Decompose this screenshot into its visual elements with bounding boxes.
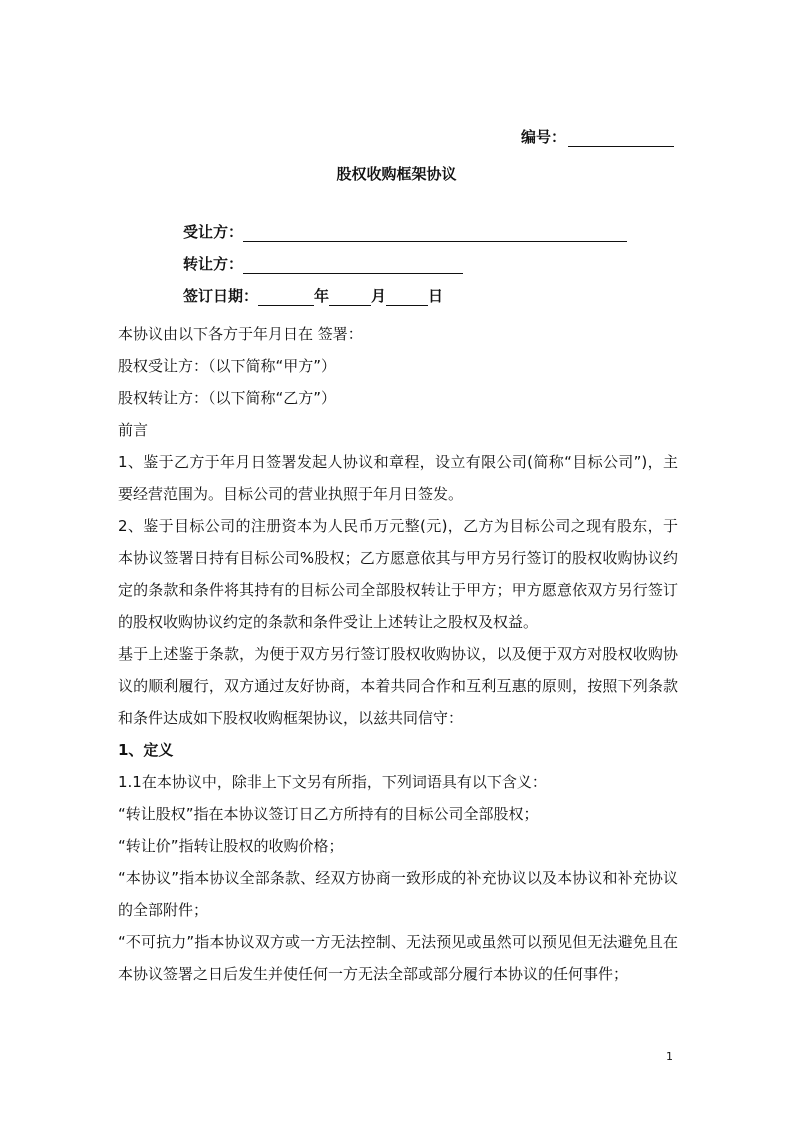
serial-number-field	[521, 126, 674, 147]
page-number: 1	[666, 1050, 673, 1063]
clause-1-1-paragraph: 1.1在本协议中，除非上下文另有所指，下列词语具有以下含义：	[118, 773, 547, 791]
transferee-blank	[243, 227, 627, 242]
month-blank	[329, 291, 371, 306]
transferor-field	[183, 253, 463, 274]
day-label: 日	[428, 287, 444, 305]
recital-1-paragraph: 1、鉴于乙方于年月日签署发起人协议和章程，设立有限公司(简称“目标公司”)，主要经营范围为。目标公司的营业执照于年月日签发。	[118, 453, 678, 503]
intro-paragraph: 本协议由以下各方于年月日在 签署：	[118, 325, 363, 343]
definition-4-paragraph: “不可抗力”指本协议双方或一方无法控制、无法预见或虽然可以预见但无法避免且在本协议签署之日后发生并使任何一方无法全部或部分履行本协议的任何事件；	[118, 933, 678, 983]
day-blank	[386, 291, 428, 306]
transferor-blank	[243, 259, 463, 274]
document-title: 股权收购框架协议	[336, 165, 457, 183]
transferee-field	[183, 221, 627, 242]
definition-2-paragraph: “转让价”指转让股权的收购价格；	[118, 837, 344, 855]
year-label: 年	[314, 287, 330, 305]
definition-3-paragraph: “本协议”指本协议全部条款、经双方协商一致形成的补充协议以及本协议和补充协议的全部附件；	[118, 869, 678, 919]
recital-3-paragraph: 基于上述鉴于条款，为便于双方另行签订股权收购协议，以及便于双方对股权收购协议的顺利履行，双方通过友好协商，本着共同合作和互利互惠的原则，按照下列条款和条件达成如下股权收购框架协议，以兹共同信守：	[118, 645, 678, 727]
signing-date-label: 签订日期：	[183, 287, 259, 305]
definition-1-paragraph: “转让股权”指在本协议签订日乙方所持有的目标公司全部股权；	[118, 805, 539, 823]
transferor-label: 转让方：	[183, 255, 244, 273]
section-1-heading: 1、定义	[118, 741, 174, 759]
serial-number-blank	[568, 132, 674, 147]
preface-heading: 前言	[118, 421, 149, 439]
transferee-label: 受让方：	[183, 223, 244, 241]
party-b-paragraph: 股权转让方：（以下简称“乙方”）	[118, 389, 337, 407]
year-blank	[258, 291, 314, 306]
party-a-paragraph: 股权受让方：（以下简称“甲方”）	[118, 357, 337, 375]
signing-date-field	[183, 285, 443, 306]
serial-number-label: 编号：	[521, 128, 567, 146]
document-body	[118, 318, 678, 990]
month-label: 月	[371, 287, 387, 305]
recital-2-paragraph: 2、鉴于目标公司的注册资本为人民币万元整(元)，乙方为目标公司之现有股东，于本协议签署日持有目标公司%股权；乙方愿意依其与甲方另行签订的股权收购协议约定的条款和条件将其持有的目标公司全部股权转让于甲方；甲方愿意依双方另行签订的股权收购协议约定的条款和条件受让上述转让之股权及权益。	[118, 517, 678, 631]
